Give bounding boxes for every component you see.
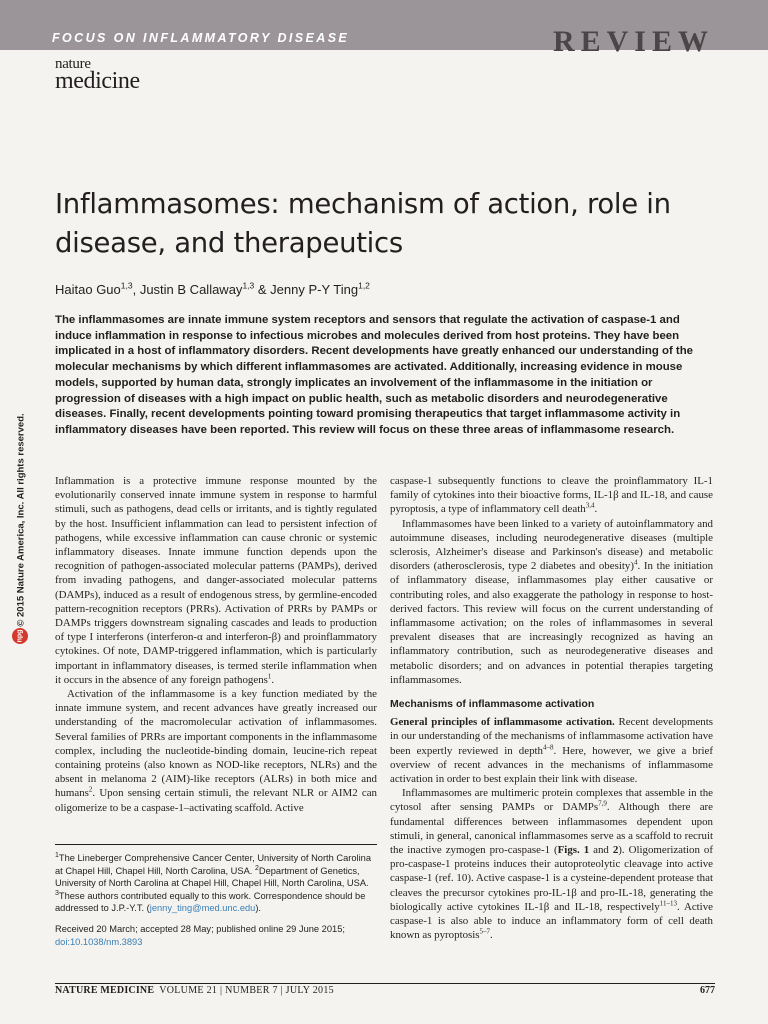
paragraph-text: . Although there are fundamental differences between inflammasomes dependent upon stimuli, in general, canonical inflammasomes serve as a scaffold to recruit the inactive zymogen pro-caspase-1 (	[390, 801, 713, 857]
footer-issue: VOLUME 21 | NUMBER 7 | JULY 2015	[159, 985, 334, 996]
citation-ref[interactable]: 4–8	[543, 743, 554, 752]
paragraph-text: Inflammasomes are multimeric protein complexes that assemble in the cytosol after sensing PAMPs or DAMPs	[390, 787, 713, 814]
author-name[interactable]: Haitao Guo	[55, 282, 121, 297]
journal-logo[interactable]	[55, 57, 140, 93]
logo-bottom-text: medicine	[55, 68, 140, 94]
paragraph-text: ). Oligomerization of pro-caspase-1 proteins induces their autoproteolytic cleavage into active caspase-1 (ref. 10). Active caspase-1 is a cysteine-dependent protease that cleaves the precursor cytokines pro-IL-1β and pro-IL-18, generating the biologically active cytokines IL-1β and IL-18, respectively	[390, 844, 713, 913]
citation-ref[interactable]: 7,9	[598, 799, 607, 808]
author-list	[55, 282, 370, 297]
article-type-label: REVIEW	[552, 25, 714, 58]
paragraph-text: Inflammasomes have been linked to a variety of autoinflammatory and autoimmune diseases, including neurodegenerative diseases (multiple sclerosis, Alzheimer's disease and Parkinson's disease) and metabolic disorders (atherosclerosis, type 2 diabetes and obesity)	[390, 517, 713, 573]
citation-ref[interactable]: 1	[267, 672, 272, 681]
paragraph-text: Inflammation is a protective immune response mounted by the evolutionarily conserved innate immune system in response to harmful stimuli, such as pathogens, dead cells or irritants, and is tightly regulated by the host. Insufficient inflammation can lead to persistent infection of pathogens, while excessive inflammation can cause chronic or systemic inflammatory diseases. Innate immune function depends upon the recognition of pathogen-associated molecular patterns (PAMPs), derived from invading pathogens, and danger-associated molecular patterns (DAMPs), induced as a result of endogenous stress, by germline-encoded pattern-recognition receptors (PRRs). Activation of PRRs by PAMPs or DAMPs triggers downstream signaling cascades and leads to production of type I interferons (interferon-α and interferon-β) and proinflammatory cytokines. Of note, DAMP-triggered inflammation, which is particularly important in inflammatory diseases, is termed sterile inflammation when it occurs in the absence of any foreign pathogens	[55, 475, 377, 686]
footnote-marker: 2	[254, 864, 259, 872]
footnote-text: The Lineberger Comprehensive Cancer Center, University of North Carolina at Chapel Hill, Chapel Hill, North Carolina, USA.	[55, 853, 372, 876]
body-column-right	[390, 474, 713, 943]
author-separator: &	[254, 282, 271, 297]
footnote-text: ).	[255, 903, 262, 914]
body-paragraph	[390, 786, 713, 942]
footnote-divider	[55, 844, 377, 845]
footnote-marker: 3	[55, 889, 59, 897]
footnote-text: Department of Genetics, University of North Carolina at Chapel Hill, Chapel Hill, North Carolina, USA.	[55, 865, 369, 889]
paragraph-text: . In the initiation of inflammatory disease, inflammasomes play either causative or contributing roles, and also exaggerate the pathology in response to host-derived factors. This review will focus on the current understanding of inflammasome activation; on the roles of inflammasomes in several prevalent diseases that are increasingly recognized as having an inflammatory contribution, such as neurodegenerative diseases and metabolic disorders; and on advances in potential therapies targeting inflammasomes.	[390, 560, 714, 686]
paragraph-text: caspase-1 subsequently functions to cleave the proinflammatory IL-1 family of cytokines into their bioactive forms, IL-1β and IL-18, and cause pyroptosis, a type of inflammatory cell death	[390, 475, 713, 516]
author-separator: ,	[132, 282, 140, 297]
paragraph-text: .	[594, 503, 598, 516]
paragraph-text: and	[589, 844, 613, 857]
received-dates: Received 20 March; accepted 28 May; published online 29 June 2015;	[55, 923, 345, 934]
footer-divider	[55, 983, 715, 984]
author-affiliation: 1,3	[242, 280, 255, 291]
figure-ref[interactable]: 2	[612, 844, 619, 857]
doi-link[interactable]: doi:10.1038/nm.3893	[55, 936, 143, 947]
body-paragraph	[55, 687, 377, 815]
npg-logo-text: npg	[16, 629, 24, 643]
paragraph-text: . Upon sensing certain stimuli, the relevant NLR or AIM2 can oligomerize to be a caspase-1–activating scaffold. Active	[55, 787, 377, 814]
copyright-sidebar	[13, 380, 29, 660]
page-footer	[55, 985, 715, 996]
citation-ref[interactable]: 2	[88, 785, 93, 794]
logo-top-text: nature	[55, 56, 91, 72]
figure-ref[interactable]: Figs. 1	[557, 844, 590, 857]
npg-logo-icon	[12, 628, 28, 644]
citation-ref[interactable]: 3,4	[585, 501, 595, 510]
footer-journal: NATURE MEDICINE	[55, 985, 155, 996]
paragraph-text: .	[271, 673, 275, 686]
email-link[interactable]: jenny_ting@med.unc.edu	[149, 903, 256, 914]
body-paragraph	[55, 474, 377, 687]
paragraph-text: . Active caspase-1 is also able to induce an inflammatory form of cell death known as pyroptosis	[390, 900, 713, 942]
paragraph-text: .	[490, 929, 493, 942]
body-paragraph	[390, 474, 713, 517]
footnote-marker: 1	[55, 851, 59, 859]
article-title: Inflammasomes: mechanism of action, role in disease, and therapeutics	[55, 188, 671, 259]
paragraph-text: Recent developments in our understanding of the mechanisms of inflammasome activation have been expertly reviewed in depth	[390, 716, 713, 757]
author-affiliation: 1,3	[120, 280, 133, 291]
body-column-left	[55, 474, 377, 815]
page-number: 677	[700, 985, 715, 996]
run-in-heading: General principles of inflammasome activation.	[390, 716, 615, 729]
body-paragraph	[390, 517, 713, 687]
abstract: The inflammasomes are innate immune system receptors and sensors that regulate the activation of caspase-1 and induce inflammation in response to infectious microbes and molecules derived from host proteins. They have been implicated in a host of inflammatory disorders. Recent developments have greatly enhanced our understanding of the molecular mechanisms by which different inflammasomes are activated. Additionally, increasing evidence in mouse models, supported by human data, strongly implicates an involvement of the inflammasome in the initiation or progression of diseases with a high impact on public health, such as metabolic disorders and neurodegenerative diseases. Finally, recent developments pointing toward promising therapeutics that target inflammasome activity in inflammatory diseases have been reported. This review will focus on these three areas of inflammasome research.	[55, 314, 694, 436]
copyright-notice: © 2015 Nature America, Inc. All rights reserved.	[15, 413, 27, 627]
citation-ref[interactable]: 4	[633, 558, 638, 567]
header-bar	[0, 0, 768, 58]
section-label: FOCUS ON INFLAMMATORY DISEASE	[52, 31, 350, 45]
citation-ref[interactable]: 5–7	[479, 927, 491, 936]
affiliation-notes	[55, 852, 377, 915]
footnote-text: These authors contributed equally to this work. Correspondence should be addressed to J.P.-Y.T. (	[55, 890, 366, 914]
section-heading: Mechanisms of inflammasome activation	[390, 698, 595, 711]
paragraph-text: Activation of the inflammasome is a key function mediated by the innate immune system, and recent advances have greatly increased our understanding of the macromolecular activation of inflammasomes. Several families of PRRs are important components in the inflammasome complex, including the nucleotide-binding domain, leucine-rich repeat containing proteins (also known as NOD-like receptors, NLRs) and the absent in melanoma 2 (AIM)-like receptors (ALRs) in both mice and humans	[55, 688, 377, 800]
paragraph-text: . Here, however, we give a brief overview of recent advances in the mechanisms of inflammasome activation in order to best explain their link with disease.	[390, 744, 713, 786]
author-name[interactable]: Jenny P-Y Ting	[270, 282, 359, 297]
citation-ref[interactable]: 11–13	[659, 899, 677, 908]
author-name[interactable]: Justin B Callaway	[139, 282, 243, 297]
author-affiliation: 1,2	[358, 280, 370, 291]
body-paragraph	[390, 715, 713, 786]
footnotes	[55, 852, 377, 948]
